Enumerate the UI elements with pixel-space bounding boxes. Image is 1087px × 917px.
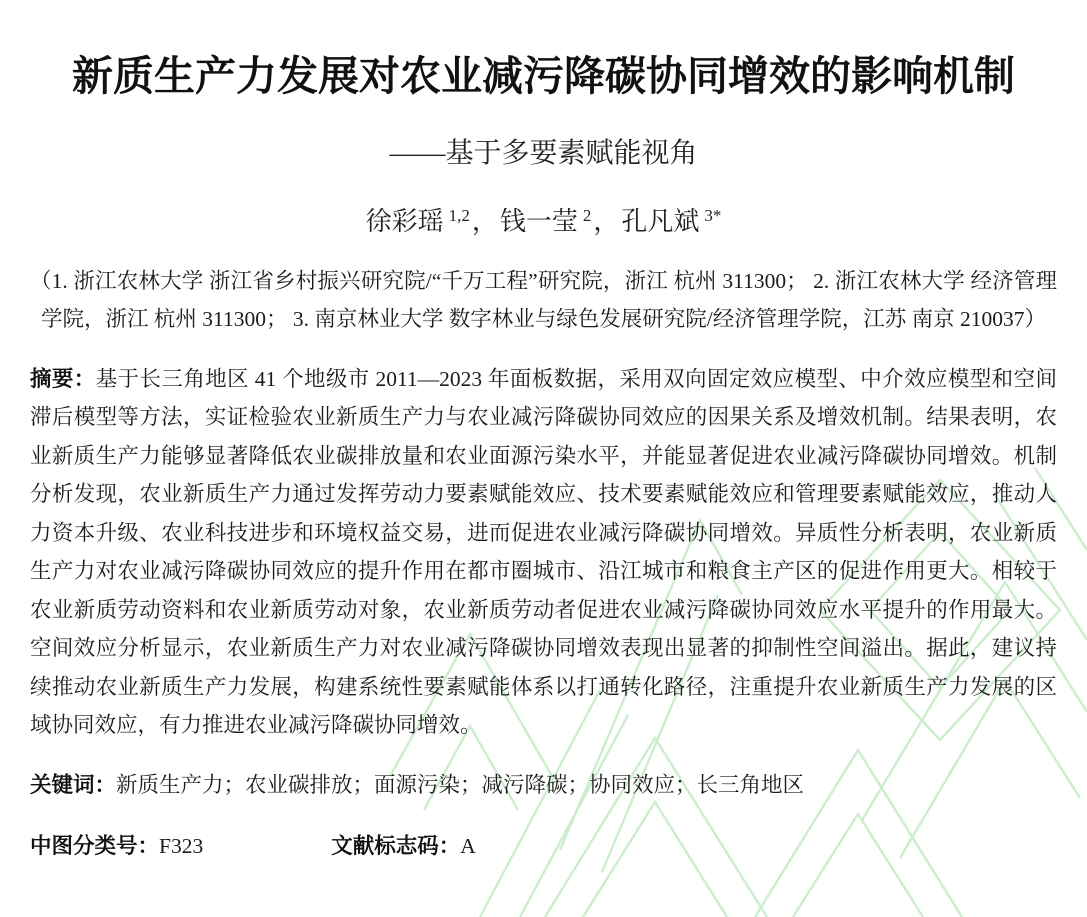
author-affil-marker: 1,2 bbox=[448, 205, 470, 225]
abstract-label: 摘要： bbox=[30, 366, 96, 391]
document-code bbox=[331, 826, 476, 866]
abstract-text: 基于长三角地区 41 个地级市 2011—2023 年面板数据，采用双向固定效应模型、中介效应模型和空间滞后模型等方法，实证检验农业新质生产力与农业减污降碳协同效应的因果关系及增效机制。结果表明，农业新质生产力能够显著降低农业碳排放量和农业面源污染水平，并能显著促进农业减污降碳协同增效。机制分析发现，农业新质生产力通过发挥劳动力要素赋能效应、技术要素赋能效应和管理要素赋能效应，推动人力资本升级、农业科技进步和环境权益交易，进而促进农业减污降碳协同增效。异质性分析表明，农业新质生产力对农业减污降碳协同效应的提升作用在都市圈城市、沿江城市和粮食主产区的促进作用更大。相较于农业新质劳动资料和农业新质劳动对象，农业新质劳动者促进农业减污降碳协同效应水平提升的作用最大。空间效应分析显示，农业新质生产力对农业减污降碳协同增效表现出显著的抑制性空间溢出。据此，建议持续推动农业新质生产力发展，构建系统性要素赋能体系以打通转化路径，注重提升农业新质生产力发展的区域协同效应，有力推进农业减污降碳协同增效。 bbox=[30, 366, 1057, 738]
author-affil-marker: 3* bbox=[704, 205, 722, 225]
author-separator: ， bbox=[471, 207, 498, 237]
abstract-paragraph bbox=[30, 360, 1057, 745]
paper-subtitle: ——基于多要素赋能视角 bbox=[389, 138, 698, 170]
document-code-label: 文献标志码： bbox=[331, 834, 461, 859]
paper-title: 新质生产力发展对农业减污降碳协同增效的影响机制 bbox=[72, 53, 1015, 99]
keywords-line bbox=[30, 766, 1057, 805]
classification-line bbox=[30, 826, 1057, 866]
author-name: 孔凡斌 bbox=[621, 207, 700, 237]
document-code-value: A bbox=[460, 834, 476, 859]
clc-value: F323 bbox=[159, 834, 204, 859]
author-separator: ， bbox=[593, 207, 620, 237]
author-affil-marker: 2 bbox=[582, 205, 592, 225]
clc-number bbox=[30, 826, 203, 866]
clc-label: 中图分类号： bbox=[30, 834, 160, 859]
authors-line bbox=[30, 201, 1057, 238]
paper-first-page bbox=[0, 50, 1087, 866]
author-name: 钱一莹 bbox=[499, 207, 578, 237]
affiliations: （1. 浙江农林大学 浙江省乡村振兴研究院/“千万工程”研究院，浙江 杭州 311300； 2. 浙江农林大学 经济管理学院，浙江 杭州 311300； 3. 南京林业大学 数字林业与绿色发展研究院/经济管理学院，江苏 南京 210037） bbox=[30, 269, 1057, 332]
author-name: 徐彩瑶 bbox=[365, 207, 444, 237]
keywords-label: 关键词： bbox=[30, 773, 117, 798]
keywords-text: 新质生产力；农业碳排放；面源污染；减污降碳；协同效应；长三角地区 bbox=[116, 773, 805, 798]
